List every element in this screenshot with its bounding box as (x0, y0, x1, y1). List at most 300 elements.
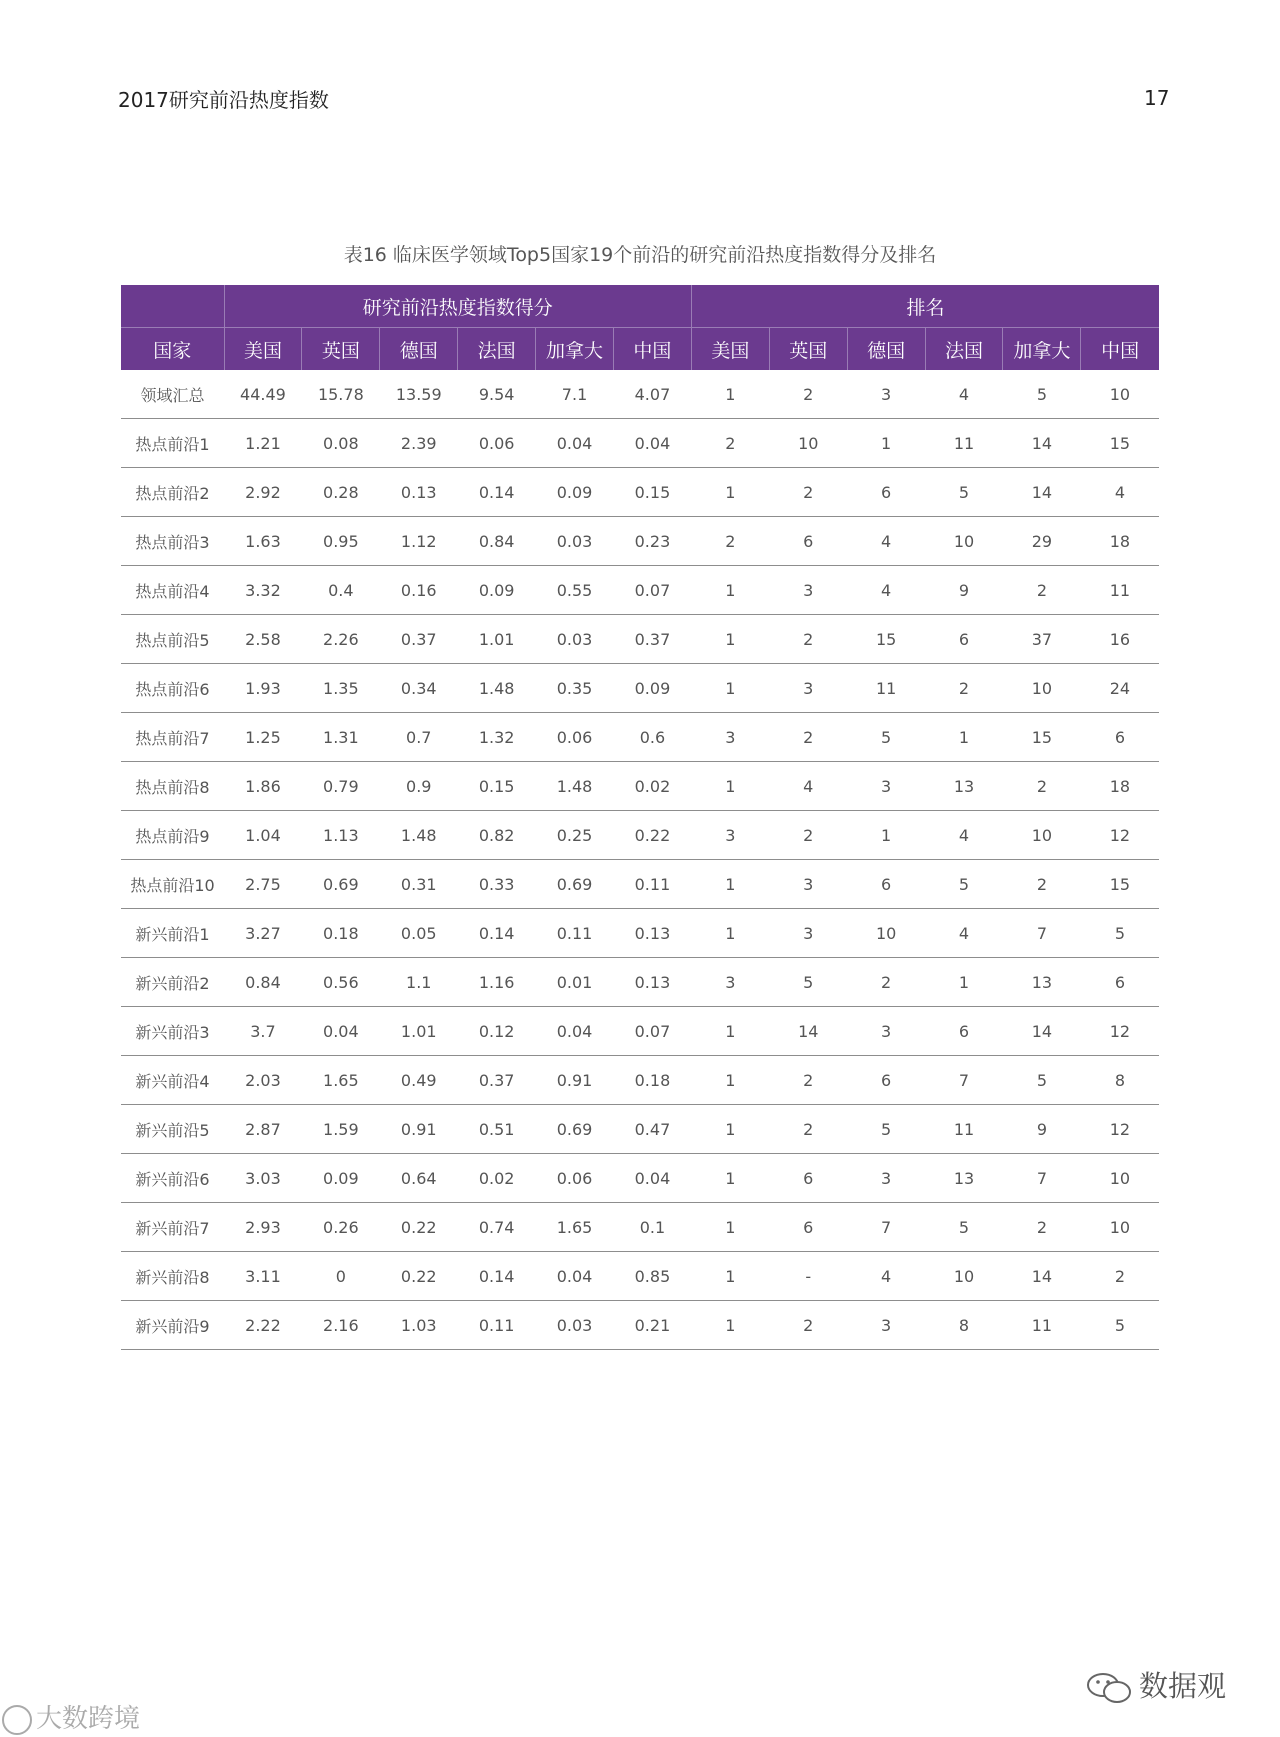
score-cell: 0.33 (458, 860, 536, 909)
row-name-cell: 热点前沿2 (121, 468, 224, 517)
score-col-header: 美国 (224, 328, 302, 371)
rank-cell: 13 (925, 762, 1003, 811)
rank-cell: 1 (691, 1154, 769, 1203)
rank-cell: 2 (691, 517, 769, 566)
rank-cell: 3 (847, 1301, 925, 1350)
score-cell: 0.91 (380, 1105, 458, 1154)
source-watermark-right (1085, 1664, 1226, 1705)
rank-cell: 6 (769, 1154, 847, 1203)
score-cell: 1.1 (380, 958, 458, 1007)
rank-cell: 3 (769, 566, 847, 615)
rank-cell: 10 (1081, 370, 1159, 419)
rank-cell: 14 (1003, 1252, 1081, 1301)
rank-cell: 2 (769, 1105, 847, 1154)
rank-cell: 10 (1081, 1154, 1159, 1203)
score-cell: 0.09 (536, 468, 614, 517)
score-cell: 1.12 (380, 517, 458, 566)
rank-cell: 2 (769, 468, 847, 517)
score-cell: 0.18 (613, 1056, 691, 1105)
rank-cell: 4 (769, 762, 847, 811)
rank-cell: 1 (691, 909, 769, 958)
score-cell: 1.86 (224, 762, 302, 811)
score-cell: 0.69 (302, 860, 380, 909)
score-cell: 0.82 (458, 811, 536, 860)
table-row (121, 1203, 1159, 1252)
rank-cell: 1 (925, 713, 1003, 762)
watermark-right-text: 数据观 (1139, 1669, 1227, 1703)
rank-cell: 3 (769, 860, 847, 909)
score-cell: 0.03 (536, 517, 614, 566)
score-cell: 1.48 (536, 762, 614, 811)
score-col-header: 德国 (380, 328, 458, 371)
rank-cell: 1 (691, 1105, 769, 1154)
score-cell: 2.03 (224, 1056, 302, 1105)
score-cell: 1.21 (224, 419, 302, 468)
rank-cell: 5 (847, 713, 925, 762)
rank-cell: 2 (769, 1056, 847, 1105)
score-cell: 0.1 (613, 1203, 691, 1252)
row-name-cell: 热点前沿9 (121, 811, 224, 860)
rank-cell: 2 (769, 1301, 847, 1350)
rank-cell: 1 (691, 370, 769, 419)
rank-cell: 24 (1081, 664, 1159, 713)
rank-cell: 11 (847, 664, 925, 713)
score-cell: 0.13 (380, 468, 458, 517)
rank-cell: 6 (1081, 958, 1159, 1007)
score-cell: 0.25 (536, 811, 614, 860)
rank-cell: 3 (769, 909, 847, 958)
rank-col-header: 法国 (925, 328, 1003, 371)
table-caption: 表16 临床医学领域Top5国家19个前沿的研究前沿热度指数得分及排名 (343, 244, 937, 266)
rank-cell: 3 (847, 1007, 925, 1056)
score-cell: 1.65 (302, 1056, 380, 1105)
score-cell: 1.04 (224, 811, 302, 860)
score-cell: 0.6 (613, 713, 691, 762)
rank-cell: 2 (769, 615, 847, 664)
rank-cell: 6 (847, 468, 925, 517)
rank-cell: 15 (847, 615, 925, 664)
score-col-header: 中国 (613, 328, 691, 371)
score-cell: 0.14 (458, 909, 536, 958)
rank-cell: 2 (1003, 1203, 1081, 1252)
score-cell: 0.47 (613, 1105, 691, 1154)
rank-cell: 3 (847, 1154, 925, 1203)
rank-cell: 4 (1081, 468, 1159, 517)
rank-cell: 6 (847, 1056, 925, 1105)
score-cell: 3.7 (224, 1007, 302, 1056)
score-cell: 0.56 (302, 958, 380, 1007)
rank-cell: 2 (769, 713, 847, 762)
score-cell: 0.02 (613, 762, 691, 811)
row-name-cell: 热点前沿6 (121, 664, 224, 713)
score-cell: 0.06 (458, 419, 536, 468)
score-cell: 3.11 (224, 1252, 302, 1301)
rank-cell: 2 (1003, 762, 1081, 811)
rank-cell: 4 (925, 909, 1003, 958)
score-cell: 2.22 (224, 1301, 302, 1350)
rank-cell: 12 (1081, 1105, 1159, 1154)
rank-cell: 12 (1081, 811, 1159, 860)
table-row (121, 1252, 1159, 1301)
row-name-cell: 新兴前沿2 (121, 958, 224, 1007)
column-header-row (121, 328, 1159, 371)
score-cell: 1.01 (380, 1007, 458, 1056)
score-cell: 0.07 (613, 1007, 691, 1056)
rank-cell: 1 (691, 1252, 769, 1301)
rank-cell: 11 (925, 1105, 1003, 1154)
score-cell: 1.93 (224, 664, 302, 713)
rank-cell: 10 (1081, 1203, 1159, 1252)
score-cell: 0.22 (380, 1203, 458, 1252)
score-cell: 1.65 (536, 1203, 614, 1252)
score-cell: 4.07 (613, 370, 691, 419)
score-cell: 0.14 (458, 1252, 536, 1301)
rank-cell: - (769, 1252, 847, 1301)
rank-cell: 8 (1081, 1056, 1159, 1105)
rank-cell: 16 (1081, 615, 1159, 664)
rank-cell: 4 (847, 517, 925, 566)
score-col-header: 加拿大 (536, 328, 614, 371)
score-cell: 0.9 (380, 762, 458, 811)
rank-cell: 2 (1003, 860, 1081, 909)
table-row (121, 370, 1159, 419)
rank-cell: 6 (925, 1007, 1003, 1056)
source-watermark-left (2, 1698, 140, 1735)
score-cell: 7.1 (536, 370, 614, 419)
score-cell: 0.04 (613, 419, 691, 468)
score-cell: 0.01 (536, 958, 614, 1007)
table-row (121, 419, 1159, 468)
rank-cell: 5 (847, 1105, 925, 1154)
score-cell: 0.79 (302, 762, 380, 811)
row-name-cell: 新兴前沿7 (121, 1203, 224, 1252)
rank-cell: 2 (691, 419, 769, 468)
rank-cell: 3 (847, 762, 925, 811)
score-cell: 15.78 (302, 370, 380, 419)
table-row (121, 566, 1159, 615)
table-row (121, 468, 1159, 517)
score-cell: 0.64 (380, 1154, 458, 1203)
rank-cell: 6 (925, 615, 1003, 664)
rank-cell: 1 (847, 811, 925, 860)
rank-cell: 1 (691, 615, 769, 664)
rank-cell: 3 (847, 370, 925, 419)
blank-corner-cell (121, 285, 224, 328)
rank-cell: 4 (925, 370, 1003, 419)
row-name-cell: 热点前沿7 (121, 713, 224, 762)
rank-cell: 1 (691, 1007, 769, 1056)
rank-cell: 8 (925, 1301, 1003, 1350)
rank-cell: 7 (925, 1056, 1003, 1105)
rank-cell: 14 (1003, 419, 1081, 468)
row-name-cell: 新兴前沿1 (121, 909, 224, 958)
score-cell: 0.12 (458, 1007, 536, 1056)
rank-cell: 37 (1003, 615, 1081, 664)
score-cell: 0.84 (224, 958, 302, 1007)
rank-cell: 3 (691, 811, 769, 860)
score-cell: 0 (302, 1252, 380, 1301)
score-cell: 0.15 (458, 762, 536, 811)
row-name-cell: 热点前沿5 (121, 615, 224, 664)
score-rank-table (121, 285, 1159, 1350)
row-name-cell: 新兴前沿9 (121, 1301, 224, 1350)
score-cell: 0.69 (536, 860, 614, 909)
score-cell: 0.7 (380, 713, 458, 762)
score-cell: 1.48 (380, 811, 458, 860)
score-cell: 2.58 (224, 615, 302, 664)
table-row (121, 909, 1159, 958)
score-cell: 1.63 (224, 517, 302, 566)
score-cell: 0.18 (302, 909, 380, 958)
row-name-cell: 热点前沿3 (121, 517, 224, 566)
rank-cell: 15 (1081, 419, 1159, 468)
row-name-cell: 新兴前沿5 (121, 1105, 224, 1154)
rank-cell: 11 (1003, 1301, 1081, 1350)
score-cell: 0.16 (380, 566, 458, 615)
score-cell: 1.59 (302, 1105, 380, 1154)
rank-cell: 5 (1081, 1301, 1159, 1350)
score-cell: 0.34 (380, 664, 458, 713)
score-cell: 1.01 (458, 615, 536, 664)
row-name-cell: 新兴前沿4 (121, 1056, 224, 1105)
rank-cell: 13 (1003, 958, 1081, 1007)
score-cell: 0.04 (613, 1154, 691, 1203)
score-cell: 1.48 (458, 664, 536, 713)
rank-cell: 1 (691, 1301, 769, 1350)
rank-cell: 2 (1081, 1252, 1159, 1301)
watermark-left-text: 大数跨境 (36, 1704, 141, 1734)
score-cell: 0.11 (536, 909, 614, 958)
rank-cell: 1 (691, 1203, 769, 1252)
score-cell: 1.31 (302, 713, 380, 762)
score-cell: 0.15 (613, 468, 691, 517)
score-cell: 2.75 (224, 860, 302, 909)
rank-cell: 5 (1003, 1056, 1081, 1105)
score-cell: 0.95 (302, 517, 380, 566)
table-row (121, 1007, 1159, 1056)
rank-cell: 2 (847, 958, 925, 1007)
country-header: 国家 (121, 328, 224, 371)
score-cell: 0.14 (458, 468, 536, 517)
table-row (121, 664, 1159, 713)
score-cell: 0.06 (536, 713, 614, 762)
score-cell: 0.06 (536, 1154, 614, 1203)
score-cell: 0.22 (380, 1252, 458, 1301)
rank-cell: 5 (1003, 370, 1081, 419)
rank-cell: 3 (691, 958, 769, 1007)
table-row (121, 1301, 1159, 1350)
row-name-cell: 新兴前沿3 (121, 1007, 224, 1056)
row-name-cell: 热点前沿8 (121, 762, 224, 811)
score-cell: 0.35 (536, 664, 614, 713)
score-cell: 2.39 (380, 419, 458, 468)
score-cell: 0.74 (458, 1203, 536, 1252)
rank-cell: 5 (769, 958, 847, 1007)
rank-cell: 1 (847, 419, 925, 468)
score-cell: 0.21 (613, 1301, 691, 1350)
group-header-row (121, 285, 1159, 328)
score-cell: 0.28 (302, 468, 380, 517)
score-cell: 0.49 (380, 1056, 458, 1105)
score-cell: 0.13 (613, 958, 691, 1007)
score-cell: 0.4 (302, 566, 380, 615)
rank-cell: 10 (925, 517, 1003, 566)
rank-cell: 10 (1003, 664, 1081, 713)
rank-cell: 9 (1003, 1105, 1081, 1154)
rank-cell: 10 (847, 909, 925, 958)
rank-cell: 4 (847, 1252, 925, 1301)
rank-cell: 2 (1003, 566, 1081, 615)
score-cell: 0.09 (613, 664, 691, 713)
table-row (121, 811, 1159, 860)
score-cell: 0.22 (613, 811, 691, 860)
running-header-title: 2017研究前沿热度指数 (118, 88, 329, 112)
score-cell: 0.13 (613, 909, 691, 958)
score-cell: 44.49 (224, 370, 302, 419)
table-row (121, 1154, 1159, 1203)
rank-cell: 1 (925, 958, 1003, 1007)
row-name-cell: 热点前沿4 (121, 566, 224, 615)
score-cell: 0.26 (302, 1203, 380, 1252)
score-cell: 9.54 (458, 370, 536, 419)
rank-cell: 1 (691, 468, 769, 517)
row-name-cell: 新兴前沿6 (121, 1154, 224, 1203)
row-name-cell: 新兴前沿8 (121, 1252, 224, 1301)
rank-cell: 4 (847, 566, 925, 615)
rank-cell: 2 (925, 664, 1003, 713)
rank-col-header: 加拿大 (1003, 328, 1081, 371)
score-cell: 0.84 (458, 517, 536, 566)
score-cell: 3.03 (224, 1154, 302, 1203)
score-col-header: 英国 (302, 328, 380, 371)
logo-circle-icon (2, 1705, 32, 1735)
score-cell: 0.04 (536, 419, 614, 468)
rank-cell: 29 (1003, 517, 1081, 566)
table-row (121, 958, 1159, 1007)
score-cell: 2.26 (302, 615, 380, 664)
score-cell: 0.04 (536, 1007, 614, 1056)
score-cell: 0.37 (613, 615, 691, 664)
score-cell: 0.09 (302, 1154, 380, 1203)
score-cell: 1.32 (458, 713, 536, 762)
score-cell: 2.16 (302, 1301, 380, 1350)
rank-cell: 14 (769, 1007, 847, 1056)
score-cell: 2.87 (224, 1105, 302, 1154)
score-cell: 0.02 (458, 1154, 536, 1203)
rank-cell: 5 (925, 860, 1003, 909)
score-cell: 1.13 (302, 811, 380, 860)
rank-cell: 1 (691, 762, 769, 811)
score-cell: 0.85 (613, 1252, 691, 1301)
score-cell: 0.03 (536, 615, 614, 664)
rank-cell: 7 (1003, 909, 1081, 958)
rank-cell: 10 (925, 1252, 1003, 1301)
rank-cell: 2 (769, 370, 847, 419)
rank-cell: 5 (1081, 909, 1159, 958)
score-cell: 0.51 (458, 1105, 536, 1154)
rank-cell: 18 (1081, 762, 1159, 811)
table-row (121, 860, 1159, 909)
page-number: 17 (1144, 86, 1170, 110)
rank-cell: 3 (769, 664, 847, 713)
score-cell: 0.69 (536, 1105, 614, 1154)
rank-cell: 1 (691, 860, 769, 909)
rank-cell: 15 (1003, 713, 1081, 762)
rank-cell: 4 (925, 811, 1003, 860)
rank-cell: 1 (691, 566, 769, 615)
score-cell: 0.23 (613, 517, 691, 566)
wechat-icon (1085, 1671, 1133, 1705)
rank-col-header: 英国 (769, 328, 847, 371)
rank-cell: 6 (769, 517, 847, 566)
score-cell: 0.08 (302, 419, 380, 468)
rank-cell: 14 (1003, 468, 1081, 517)
rank-cell: 12 (1081, 1007, 1159, 1056)
table-row (121, 762, 1159, 811)
score-cell: 1.25 (224, 713, 302, 762)
row-name-cell: 领域汇总 (121, 370, 224, 419)
score-cell: 0.11 (613, 860, 691, 909)
score-col-header: 法国 (458, 328, 536, 371)
score-cell: 1.03 (380, 1301, 458, 1350)
score-cell: 2.93 (224, 1203, 302, 1252)
rank-cell: 5 (925, 1203, 1003, 1252)
score-cell: 13.59 (380, 370, 458, 419)
score-cell: 0.37 (458, 1056, 536, 1105)
rank-col-header: 中国 (1081, 328, 1159, 371)
row-name-cell: 热点前沿10 (121, 860, 224, 909)
score-group-header: 研究前沿热度指数得分 (224, 285, 691, 328)
score-cell: 2.92 (224, 468, 302, 517)
rank-cell: 9 (925, 566, 1003, 615)
rank-cell: 15 (1081, 860, 1159, 909)
row-name-cell: 热点前沿1 (121, 419, 224, 468)
rank-cell: 18 (1081, 517, 1159, 566)
rank-cell: 1 (691, 1056, 769, 1105)
rank-cell: 13 (925, 1154, 1003, 1203)
table-row (121, 517, 1159, 566)
rank-col-header: 美国 (691, 328, 769, 371)
score-cell: 0.37 (380, 615, 458, 664)
rank-group-header: 排名 (691, 285, 1159, 328)
score-cell: 0.03 (536, 1301, 614, 1350)
score-cell: 3.27 (224, 909, 302, 958)
rank-cell: 10 (1003, 811, 1081, 860)
score-cell: 3.32 (224, 566, 302, 615)
rank-cell: 11 (925, 419, 1003, 468)
table-row (121, 1105, 1159, 1154)
rank-cell: 14 (1003, 1007, 1081, 1056)
table-row (121, 1056, 1159, 1105)
rank-cell: 2 (769, 811, 847, 860)
rank-col-header: 德国 (847, 328, 925, 371)
score-cell: 0.04 (302, 1007, 380, 1056)
score-cell: 0.05 (380, 909, 458, 958)
rank-cell: 5 (925, 468, 1003, 517)
rank-cell: 3 (691, 713, 769, 762)
score-cell: 0.09 (458, 566, 536, 615)
table-body (121, 370, 1159, 1350)
rank-cell: 7 (1003, 1154, 1081, 1203)
rank-cell: 6 (847, 860, 925, 909)
score-cell: 1.16 (458, 958, 536, 1007)
score-cell: 0.91 (536, 1056, 614, 1105)
rank-cell: 11 (1081, 566, 1159, 615)
score-cell: 0.04 (536, 1252, 614, 1301)
rank-cell: 6 (769, 1203, 847, 1252)
rank-cell: 6 (1081, 713, 1159, 762)
rank-cell: 7 (847, 1203, 925, 1252)
